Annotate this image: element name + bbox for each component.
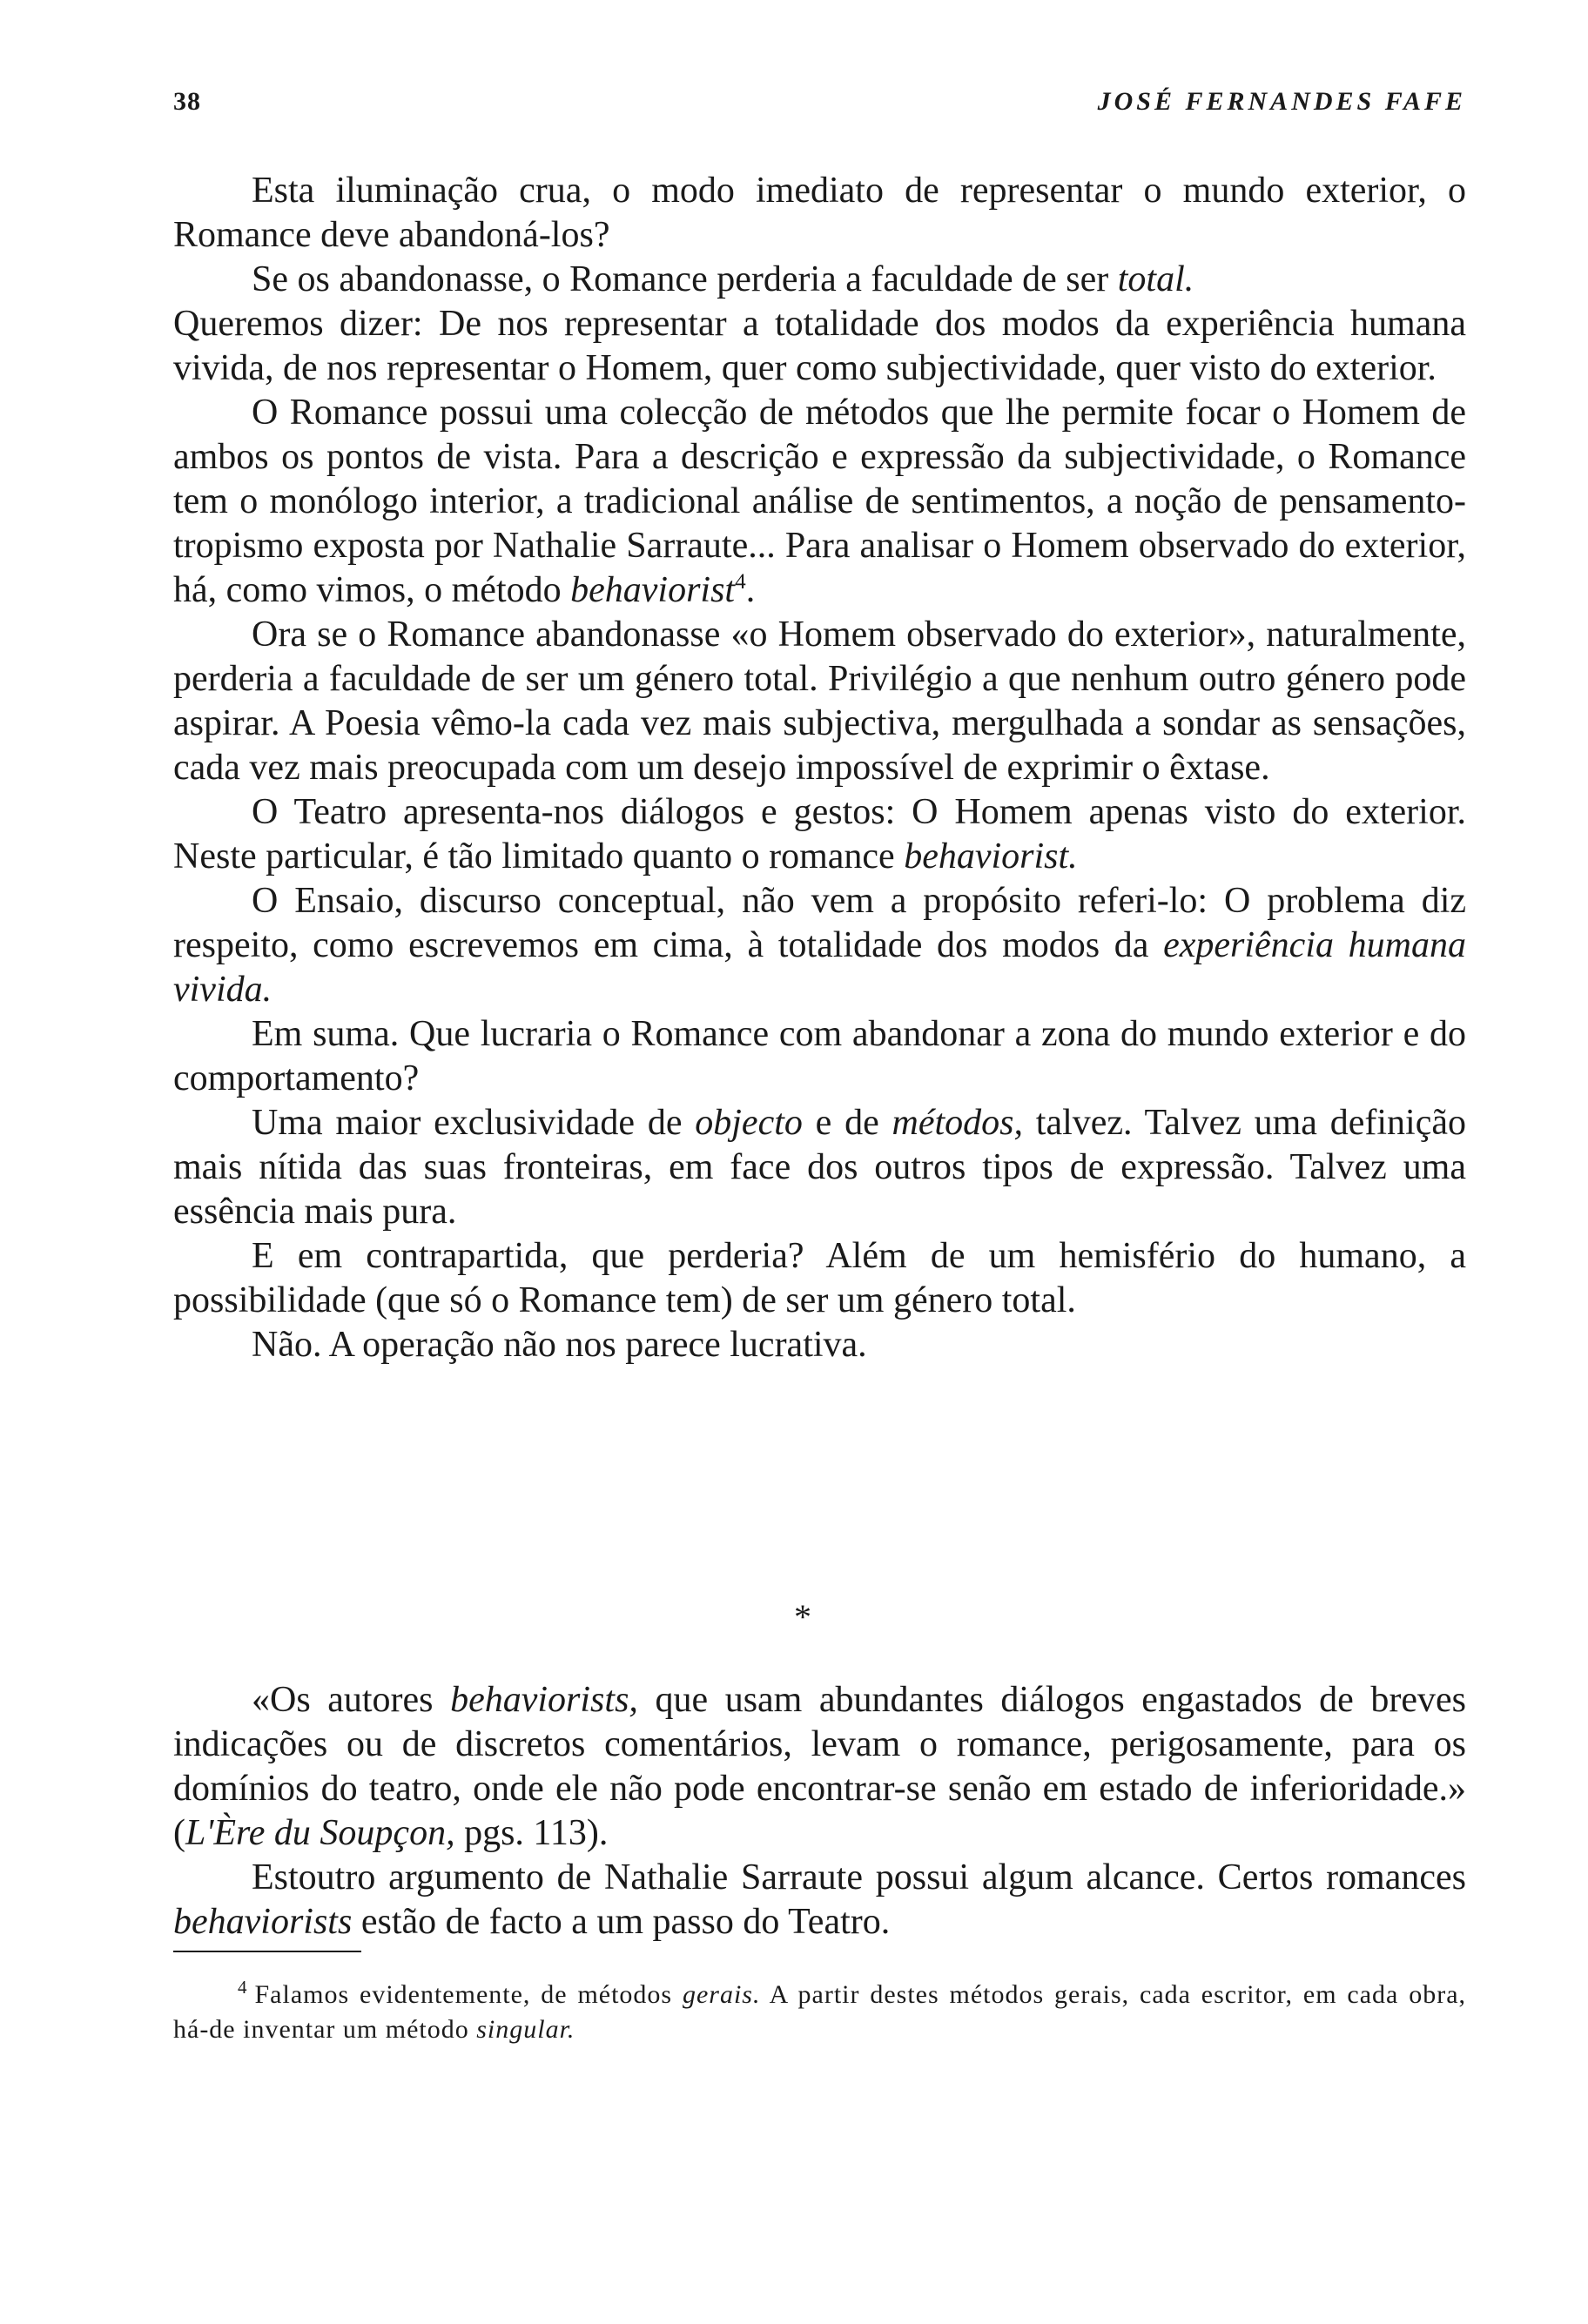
second-section-text bbox=[173, 1678, 1466, 1945]
paragraph: O Romance possui uma colecção de métodos que lhe permite focar o Homem de ambos os pontos de vista. Para a descrição e expressão da subjectividade, o Romance tem o monólogo interior, a tradicional análise de sentimentos, a noção de pensamento-tropismo exposta por Nathalie Sarraute... Para analisar o Homem observado do exterior, há, como vimos, o método behaviorist$^4$. bbox=[173, 393, 1466, 610]
page-number: 38 bbox=[173, 87, 201, 116]
paragraph: Não. A operação não nos parece lucrativa. bbox=[252, 1325, 867, 1365]
paragraph: E em contrapartida, que perderia? Além de um hemisfério do humano, a possibilidade (que só o Romance tem) de ser um género total. bbox=[173, 1236, 1466, 1320]
running-head: JOSÉ FERNANDES FAFE bbox=[1097, 87, 1466, 116]
footnote-reference: 4 bbox=[735, 570, 746, 594]
paragraph: Queremos dizer: De nos representar a totalidade dos modos da experiência humana vivida, de nos representar o Homem, quer como subjectividade, quer visto do exterior. bbox=[173, 304, 1466, 388]
section-separator bbox=[0, 1597, 1588, 1636]
paragraph: «Os autores behaviorists, que usam abundantes diálogos engastados de breves indicações ou de discretos comentários, levam o romance, perigosamente, para os domínios do teatro, onde ele não pode encontrar-se senão em estado de inferioridade.» (L'Ère du Soupçon, pgs. 113). bbox=[173, 1680, 1466, 1853]
footnote-mark: 4 bbox=[238, 1977, 248, 1998]
footnotes bbox=[173, 1978, 1466, 2047]
paragraph: O Ensaio, discurso conceptual, não vem a propósito referi-lo: O problema diz respeito, como escrevemos em cima, à totalidade dos modos da experiência humana vivida. bbox=[173, 881, 1466, 1010]
paragraph: Se os abandonasse, o Romance perderia a faculdade de ser total. bbox=[252, 259, 1194, 299]
asterisk-separator: * bbox=[794, 1597, 811, 1636]
footnote-divider bbox=[173, 1951, 361, 1952]
paragraph: Uma maior exclusividade de objecto e de métodos, talvez. Talvez uma definição mais nítida das suas fronteiras, em face dos outros tipos de expressão. Talvez uma essência mais pura. bbox=[173, 1103, 1466, 1232]
paragraph: Em suma. Que lucraria o Romance com abandonar a zona do mundo exterior e do comportamento? bbox=[173, 1014, 1466, 1098]
paragraph: Esta iluminação crua, o modo imediato de representar o mundo exterior, o Romance deve abandoná-los? bbox=[173, 171, 1466, 255]
footnote: $^4$ Falamos evidentemente, de métodos gerais. A partir destes métodos gerais, cada escritor, em cada obra, há-de inventar um método singular. bbox=[173, 1977, 1467, 2044]
main-text bbox=[173, 169, 1466, 1367]
page-header bbox=[173, 87, 1466, 131]
paragraph: Ora se o Romance abandonasse «o Homem observado do exterior», naturalmente, perderia a faculdade de ser um género total. Privilégio a que nenhum outro género pode aspirar. A Poesia vêmo-la cada vez mais subjectiva, mergulhada a sondar as sensações, cada vez mais preocupada com um desejo impossível de exprimir o êxtase. bbox=[173, 615, 1466, 788]
paragraph: Estoutro argumento de Nathalie Sarraute possui algum alcance. Certos romances behaviorists estão de facto a um passo do Teatro. bbox=[173, 1857, 1466, 1942]
paragraph: O Teatro apresenta-nos diálogos e gestos: O Homem apenas visto do exterior. Neste particular, é tão limitado quanto o romance behaviorist. bbox=[173, 792, 1466, 877]
